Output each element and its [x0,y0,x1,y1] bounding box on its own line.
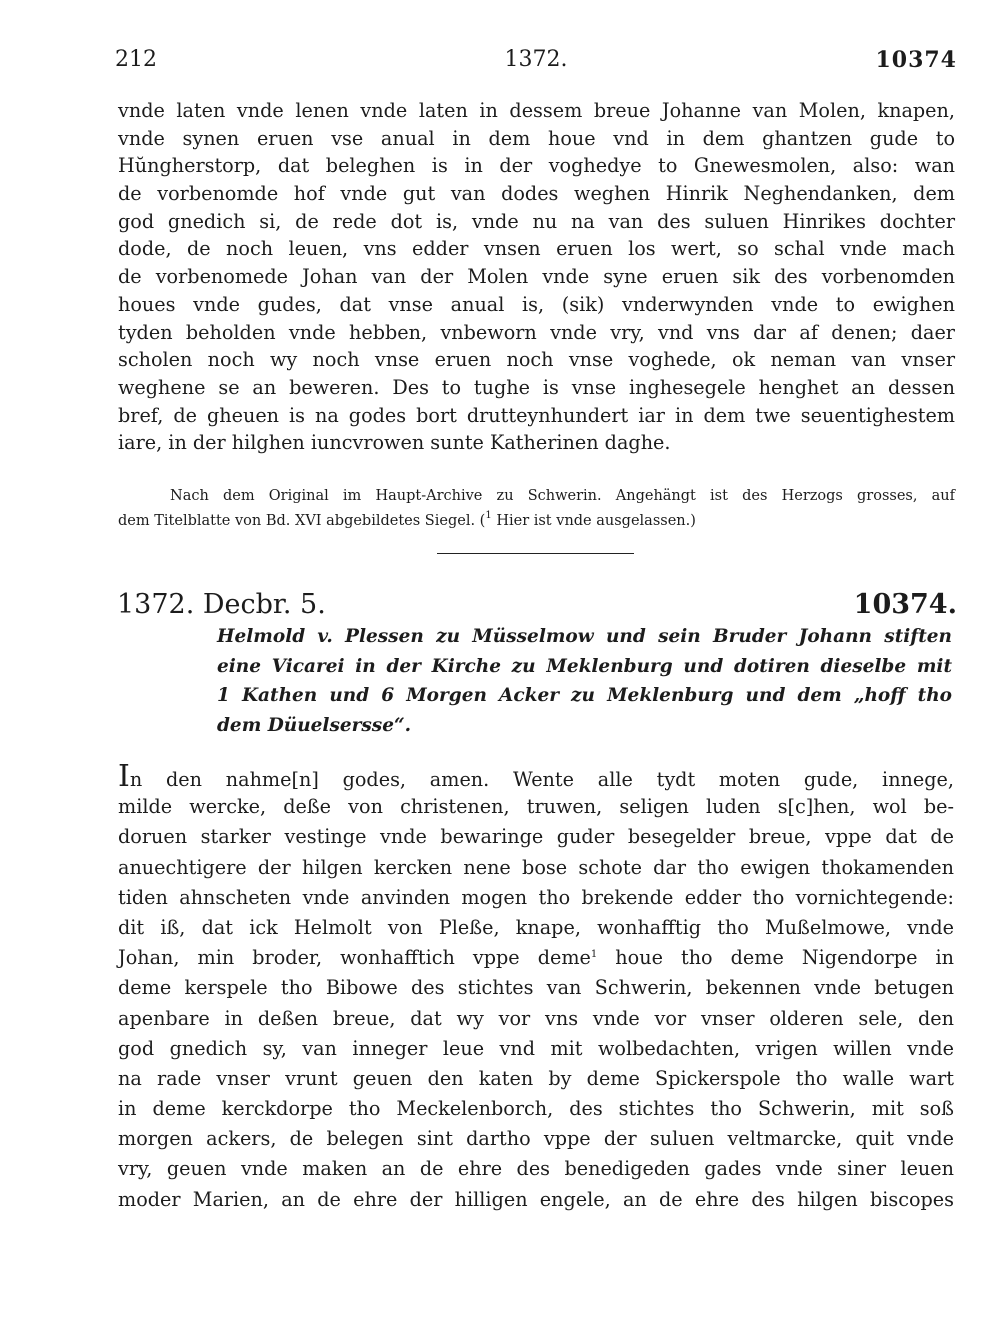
text-line [118,943,954,973]
text-line: milde wercke, deße von christenen, truwen, seligen luden s[c]hen, wol be- [118,795,954,819]
text-line: de vorbenomede Johan van der Molen vnde syne eruen sik des vorbenomden [118,265,955,289]
source-note-line: Nach dem Original im Haupt-Archive zu Schwerin. Angehängt ist des Herzogs grosses, auf [170,488,955,504]
text-line: deme kerspele tho Bibowe des stichtes van Schwerin, bekennen vnde betugen [118,976,954,1000]
text-line: de vorbenomde hof vnde gut van dodes weghen Hinrik Neghendanken, dem [118,182,955,206]
text-line: dit iß, dat ick Helmolt von Pleße, knape, wonhafftig tho Mußelmowe, vnde [118,915,954,939]
footnote-mark: 1 [590,949,598,961]
summary-line: eine Vicarei in der Kirche zu Meklenburg und dotiren dieselbe mit [217,655,952,677]
header-year: 1372. [504,47,568,72]
running-header [115,42,957,78]
text-line: na rade vnser vrunt geuen den katen by deme Spickerspole tho walle wart [118,1066,954,1090]
source-note [118,484,955,534]
text-line: vnde synen eruen vse anual in dem houe vnd in dem ghantzen gude to [118,126,955,150]
entry-number: 10374. [853,589,957,620]
text-line: scholen noch wy noch vnse eruen noch vnse voghede, ok neman van vnser [118,348,955,372]
entry-heading [117,584,957,626]
text-line: moder Marien, an de ehre der hilligen engele, an de ehre des hilgen biscopes [118,1187,954,1211]
text-line: anuechtigere der hilgen kercken nene bose schote dar tho ewigen thokamenden [118,855,954,879]
text-line: apenbare in deßen breue, dat wy vor vns vnde vor vnser olderen sele, den [118,1006,954,1030]
source-note-text: Hier ist vnde ausgelassen.) [491,513,696,529]
entry-body-text [118,759,954,1215]
text-segment: Johan, min broder, wonhafftich vppe deme [118,946,591,970]
text-line: Hŭngherstorp, dat beleghen is in der voghedye to Gnewesmolen, also: wan [118,154,955,178]
text-line: vnde laten vnde lenen vnde laten in dessem breue Johanne van Molen, knapen, [118,99,955,122]
text-line-rest: n den nahme[n] godes, amen. Wente alle tydt moten gude, innege, [129,768,954,791]
summary-line: dem Düuelsersse“. [217,714,412,736]
drop-cap: I [118,759,130,794]
text-line: morgen ackers, de belegen sint dartho vppe der suluen veltmarcke, quit vnde [118,1127,954,1151]
text-line [118,759,954,794]
text-line: houes vnde gudes, dat vnse anual is, (sik) vnderwynden vnde to ewighen [118,292,955,316]
text-line: bref, de gheuen is na godes bort drutteynhundert iar in dem twe seuentighestem [118,403,955,427]
text-line: iare, in der hilghen iuncvrowen sunte Katherinen daghe. [118,431,671,455]
text-line: weghene se an beweren. Des to tughe is vnse inghesegele henghet an dessen [118,375,955,399]
entry-summary [217,622,952,740]
text-line: doruen starker vestinge vnde bewaringe guder besegelder breue, vppe dat de [118,825,954,849]
text-line: dode, de noch leuen, vns edder vnsen eruen los wert, so schal vnde mach [118,237,955,261]
source-note-text: dem Titelblatte von Bd. XVI abgebildetes Siegel. ( [118,513,486,529]
text-line: in deme kerckdorpe tho Meckelenborch, des stichtes tho Schwerin, mit soß [118,1097,954,1121]
entry-date: 1372. Decbr. 5. [117,589,326,620]
footnote-mark: 1 [485,510,492,521]
text-line: vry, geuen vnde maken an de ehre des benedigeden gades vnde siner leuen [118,1157,954,1181]
page-number: 212 [115,47,157,72]
text-line: tiden ahnscheten vnde anvinden mogen tho brekende edder tho vornichtegende: [118,885,954,909]
text-line: tyden beholden vnde hebben, vnbeworn vnde vry, vnd vns dar af denen; daer [118,320,955,344]
previous-document-text [118,97,955,457]
header-document-number: 10374 [875,47,957,73]
summary-line: Helmold v. Plessen zu Müsselmow und sein Bruder Johann stiften [217,626,952,647]
text-line: god gnedich sy, van inneger leue vnd mit wolbedachten, vrigen willen vnde [118,1036,954,1060]
source-note-line [118,509,955,534]
summary-line: 1 Kathen und 6 Morgen Acker zu Meklenburg und dem „hoff tho [217,685,952,706]
text-line: god gnedich si, de rede dot is, vnde nu na van des suluen Hinrikes dochter [118,209,955,233]
section-divider [437,553,634,554]
text-segment: houe tho deme Nigendorpe in [597,946,954,970]
